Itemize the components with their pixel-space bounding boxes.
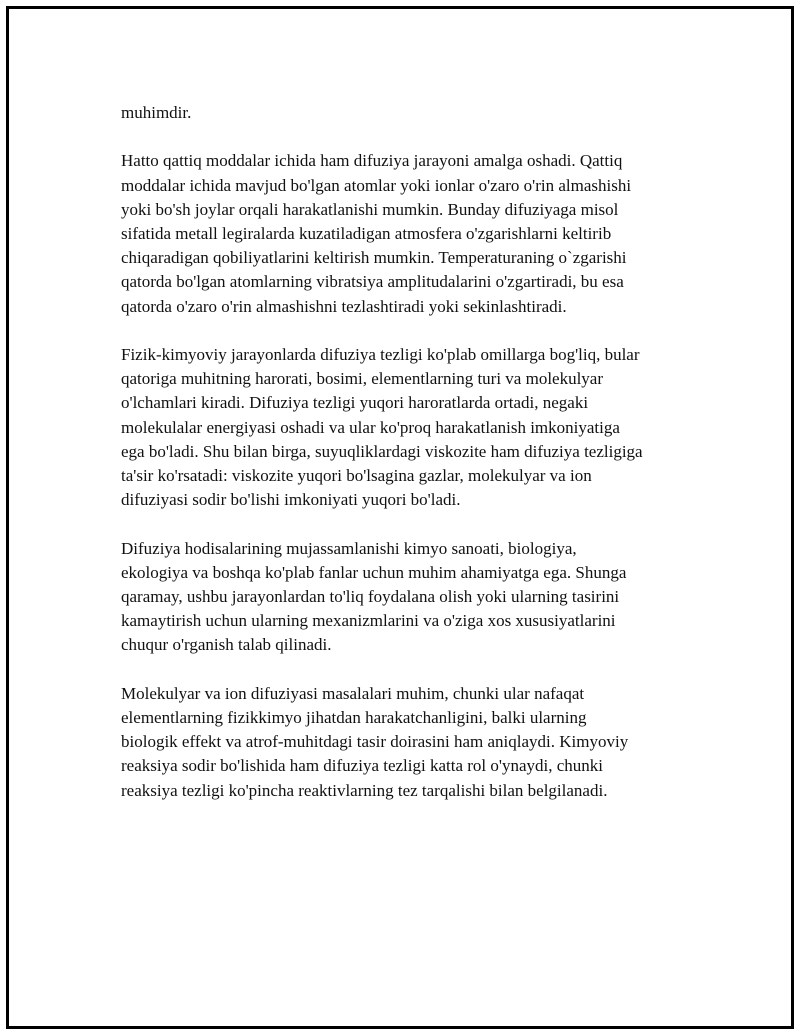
page-frame (6, 6, 794, 1029)
paragraph-continuation: muhimdir. (121, 103, 192, 122)
document-body (121, 101, 701, 827)
paragraph-solid-diffusion: Hatto qattiq moddalar ichida ham difuziya jarayoni amalga oshadi. Qattiq moddalar ichida mavjud bo'lgan atomlar yoki ionlar o'zaro o'rin almashishi yoki bo'sh joylar orqali harakatlanishi mumkin. Bunday difuziyaga misol sifatida metall legiralarda kuzatiladigan atmosfera o'zgarishlarni keltirib chiqaradigan qobiliyatlarini keltirish mumkin. Temperaturaning o`zgarishi qatorda bo'lgan atomlarning vibratsiya amplitudalarini o'zgartiradi, bu esa qatorda o'zaro o'rin almashishni tezlashtiradi yoki sekinlashtiradi. (121, 151, 632, 316)
paragraph-diffusion-importance: Difuziya hodisalarining mujassamlanishi kimyo sanoati, biologiya, ekologiya va boshqa ko'plab fanlar uchun muhim ahamiyatga ega. Shunga qaramay, ushbu jarayonlardan to'liq foydalana olish yoki ularning tasirini kamaytirish uchun ularning mexanizmlarini va o'ziga xos xususiyatlarini chuqur o'rganish talab qilinadi. (121, 538, 627, 655)
paragraph-molecular-ion-diffusion: Molekulyar va ion difuziyasi masalalari muhim, chunki ular nafaqat elementlarning fizikkimyo jihatdan harakatchanligini, balki ularning biologik effekt va atrof-muhitdagi tasir doirasini ham aniqlaydi. Kimyoviy reaksiya sodir bo'lishida ham difuziya tezligi katta rol o'ynaydi, chunki reaksiya tezligi ko'pincha reaktivlarning tez tarqalishi bilan belgilanadi. (121, 683, 629, 800)
paragraph-diffusion-rate-factors: Fizik-kimyoviy jarayonlarda difuziya tezligi ko'plab omillarga bog'liq, bular qatoriga muhitning harorati, bosimi, elementlarning turi va molekulyar o'lchamlari kiradi. Difuziya tezligi yuqori haroratlarda ortadi, negaki molekulalar energiyasi oshadi va ular ko'proq harakatlanish imkoniyatiga ega bo'ladi. Shu bilan birga, suyuqliklardagi viskozite ham difuziya tezligiga ta'sir ko'rsatadi: viskozite yuqori bo'lsagina gazlar, molekulyar va ion difuziyasi sodir bo'lishi imkoniyati yuqori bo'ladi. (121, 345, 643, 510)
